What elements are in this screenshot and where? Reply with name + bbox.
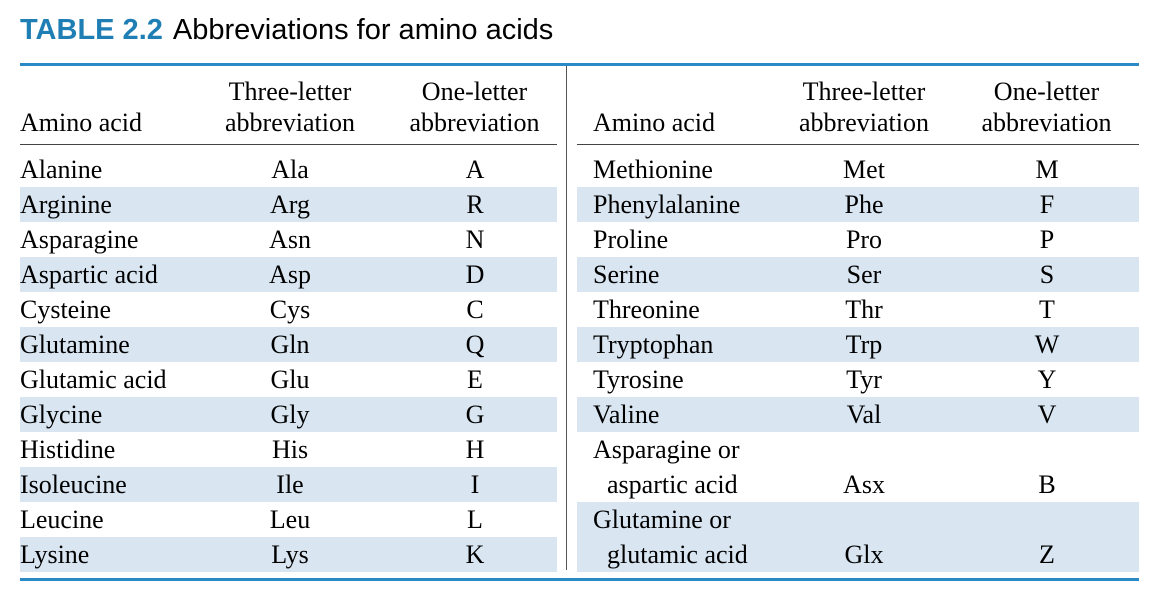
table-row <box>20 397 557 432</box>
one-letter-code: D <box>465 260 485 289</box>
table-row <box>20 327 557 362</box>
table-row <box>20 537 557 572</box>
amino-acid-name-line2: glutamic acid <box>607 540 748 569</box>
three-letter-code: Ile <box>276 470 304 499</box>
table-row <box>577 152 1139 187</box>
amino-acid-name: Lysine <box>20 540 90 569</box>
one-letter-code: Q <box>465 330 485 359</box>
bottom-rule <box>20 578 1139 581</box>
one-letter-code: H <box>465 435 485 464</box>
amino-acid-name: Aspartic acid <box>20 260 158 289</box>
three-letter-code: Val <box>846 400 882 429</box>
table-row <box>20 222 557 257</box>
amino-acid-name: Glutamic acid <box>20 365 167 394</box>
three-letter-code: Arg <box>270 190 310 219</box>
table-row <box>577 502 1139 572</box>
one-letter-code: C <box>466 295 484 324</box>
header-rule <box>20 144 557 145</box>
table-row <box>20 362 557 397</box>
amino-acid-name: Glutamine <box>20 330 130 359</box>
one-letter-code: B <box>1038 470 1056 499</box>
three-letter-code: Gln <box>270 330 310 359</box>
amino-acid-name: Methionine <box>593 155 713 184</box>
amino-acid-name: Histidine <box>20 435 116 464</box>
table-row <box>577 362 1139 397</box>
table-number: TABLE 2.2 <box>20 14 163 46</box>
amino-acid-name-line1: Glutamine or <box>593 505 731 534</box>
table-row <box>20 432 557 467</box>
table-row <box>577 292 1139 327</box>
one-letter-code: M <box>1035 155 1059 184</box>
one-letter-code: S <box>1039 260 1055 289</box>
three-letter-code: Lys <box>271 540 309 569</box>
amino-acid-name: Arginine <box>20 190 112 219</box>
table-row <box>577 257 1139 292</box>
header-one-letter: One-letter abbreviation <box>409 77 540 137</box>
three-letter-code: Gly <box>270 400 310 429</box>
one-letter-code: P <box>1039 225 1055 254</box>
header-amino-acid: Amino acid <box>593 108 716 137</box>
table-row <box>577 187 1139 222</box>
one-letter-code: G <box>465 400 485 429</box>
table-row <box>20 467 557 502</box>
three-letter-code: Ser <box>846 260 882 289</box>
table-row <box>20 257 557 292</box>
three-letter-code: Phe <box>844 190 884 219</box>
three-letter-code: Trp <box>845 330 883 359</box>
table-header-left <box>20 66 557 144</box>
table-row <box>20 502 557 537</box>
amino-acid-name: Proline <box>593 225 669 254</box>
three-letter-code: Met <box>843 155 885 184</box>
three-letter-code: Pro <box>845 225 883 254</box>
table-row <box>20 292 557 327</box>
one-letter-code: L <box>467 505 483 534</box>
table-header-right <box>577 66 1139 144</box>
three-letter-code: Tyr <box>846 365 882 394</box>
header-amino-acid: Amino acid <box>20 108 143 137</box>
three-letter-code: Cys <box>269 295 311 324</box>
header-rule <box>577 144 1139 145</box>
header-three-letter: Three-letter abbreviation <box>225 77 355 137</box>
table-row <box>577 397 1139 432</box>
header-three-letter: Three-letter abbreviation <box>799 77 929 137</box>
table-row <box>20 187 557 222</box>
one-letter-code: T <box>1039 295 1055 324</box>
one-letter-code: F <box>1039 190 1055 219</box>
amino-acid-name: Glycine <box>20 400 103 429</box>
amino-acid-name: Cysteine <box>20 295 111 324</box>
one-letter-code: I <box>470 470 480 499</box>
amino-acid-name: Leucine <box>20 505 104 534</box>
amino-acid-name-line2: aspartic acid <box>607 470 738 499</box>
amino-acid-name-line1: Asparagine or <box>593 435 740 464</box>
table-row <box>577 327 1139 362</box>
amino-acid-name: Phenylalanine <box>593 190 741 219</box>
column-divider <box>566 66 567 570</box>
amino-acid-name: Valine <box>593 400 660 429</box>
amino-acid-name: Alanine <box>20 155 103 184</box>
table-caption <box>20 14 553 47</box>
amino-acid-name: Asparagine <box>20 225 139 254</box>
three-letter-code: Glu <box>270 365 310 394</box>
amino-acid-name: Tryptophan <box>593 330 714 359</box>
table-row <box>577 432 1139 502</box>
one-letter-code: Z <box>1039 540 1055 569</box>
amino-acid-name: Serine <box>593 260 660 289</box>
table-left-half <box>20 66 557 572</box>
amino-acid-name: Isoleucine <box>20 470 127 499</box>
three-letter-code: Asx <box>843 470 885 499</box>
one-letter-code: A <box>465 155 485 184</box>
one-letter-code: N <box>465 225 485 254</box>
table-title: Abbreviations for amino acids <box>172 14 554 46</box>
one-letter-code: R <box>466 190 484 219</box>
three-letter-code: Asp <box>269 260 311 289</box>
one-letter-code: Y <box>1037 365 1057 394</box>
amino-acid-name: Tyrosine <box>593 365 684 394</box>
three-letter-code: Asn <box>269 225 311 254</box>
header-one-letter: One-letter abbreviation <box>981 77 1112 137</box>
table-row <box>577 222 1139 257</box>
one-letter-code: V <box>1037 400 1057 429</box>
three-letter-code: Leu <box>269 505 311 534</box>
one-letter-code: K <box>465 540 485 569</box>
three-letter-code: Ala <box>271 155 309 184</box>
one-letter-code: E <box>467 365 483 394</box>
one-letter-code: W <box>1034 330 1060 359</box>
three-letter-code: Glx <box>844 540 884 569</box>
amino-acid-name: Threonine <box>593 295 700 324</box>
table-row <box>20 152 557 187</box>
table-right-half <box>577 66 1139 572</box>
three-letter-code: His <box>271 435 309 464</box>
three-letter-code: Thr <box>845 295 883 324</box>
